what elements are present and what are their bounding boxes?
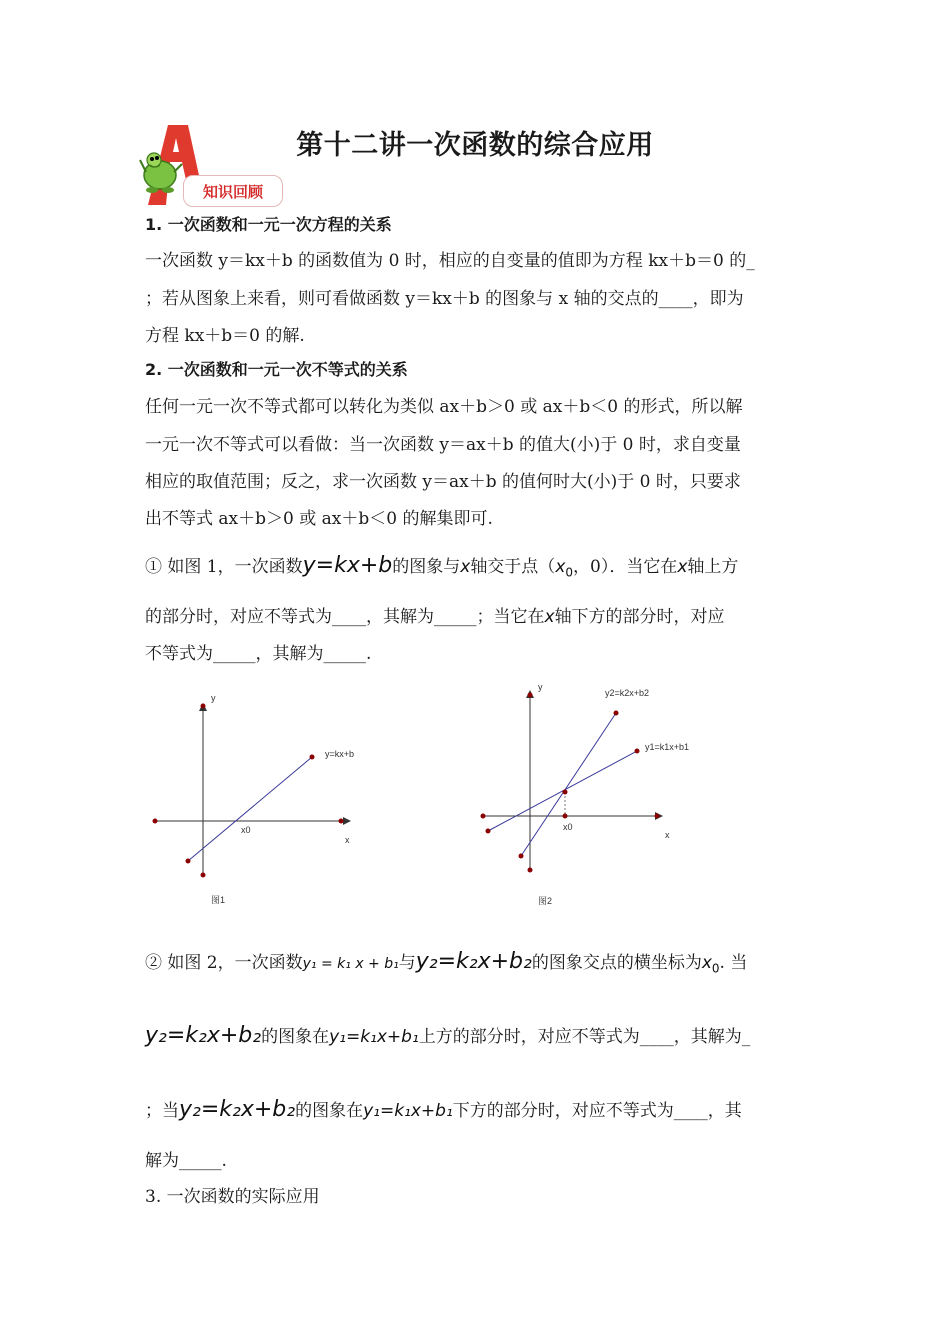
fig2-point: [528, 868, 533, 873]
fig1-point: [186, 859, 191, 864]
section-1-line-1: 一次函数 y＝kx＋b 的函数值为 0 时，相应的自变量的值即为方程 kx＋b＝0 的_: [145, 251, 755, 271]
section-2-line-3: 相应的取值范围；反之，求一次函数 y＝ax＋b 的值何时大(小)于 0 时，只要求: [145, 472, 741, 492]
section-3-heading: 3. 一次函数的实际应用: [145, 1187, 320, 1207]
p2-f2: y₂=k₂x+b₂: [415, 949, 532, 974]
paragraph-2-line-1: ② 如图 2，一次函数y₁ = k₁ x + b₁与y₂=k₂x+b₂的图象交点的横坐标为$x_0$. 当: [145, 949, 748, 976]
paragraph-1-line-3: 不等式为_____，其解为_____.: [145, 644, 372, 664]
p2-l2-f2: y₂=k₂x+b₂: [145, 1023, 262, 1048]
p1-prefix: ① 如图 1，一次函数: [145, 557, 303, 577]
fig2-x0-point: [563, 814, 568, 819]
section-2-line-4: 出不等式 ax＋b＞0 或 ax＋b＜0 的解集即可.: [145, 509, 493, 529]
fig2-point: [655, 814, 660, 819]
fig1-point: [201, 873, 206, 878]
fig1-point: [153, 819, 158, 824]
section-1-line-3: 方程 kx＋b＝0 的解.: [145, 326, 305, 346]
p2-x0: $x_0$: [701, 953, 720, 976]
fig2-line-2: [521, 713, 616, 856]
p1-mid: 的图象与: [392, 557, 461, 577]
section-2-line-2: 一元一次不等式可以看做：当一次函数 y＝ax＋b 的值大(小)于 0 时，求自变量: [145, 435, 741, 455]
fig2-line-1: [488, 751, 637, 831]
figure-2: [475, 680, 700, 915]
p1-x2: x: [677, 557, 688, 577]
fig2-x0-label: x0: [563, 822, 573, 832]
fig2-point: [635, 749, 640, 754]
paragraph-2-line-2: y₂=k₂x+b₂的图象在y₁=k₁x+b₁上方的部分时，对应不等式为____，其解为_: [145, 1023, 751, 1048]
fig2-caption: 图2: [538, 896, 553, 906]
fig2-y-label: y: [538, 682, 543, 692]
fig1-point: [339, 819, 344, 824]
fig1-x-arrow-icon: [343, 817, 351, 825]
section-1-line-2: ；若从图象上来看，则可看做函数 y＝kx＋b 的图象与 x 轴的交点的____，即为: [145, 289, 744, 309]
figure-1: [145, 685, 365, 915]
fig1-x-label: x: [345, 835, 350, 845]
fig2-point: [486, 829, 491, 834]
p2-f1: y₁ = k₁ x + b₁: [302, 956, 399, 972]
section-2-heading: 2. 一次函数和一元一次不等式的关系: [145, 360, 408, 379]
fig2-x-label: x: [665, 830, 670, 840]
fig2-line2-label: y2=k2x+b2: [605, 688, 650, 698]
fig1-line-label: y=kx+b: [325, 749, 355, 759]
p2-l3-f1: y₁=k₁x+b₁: [363, 1101, 453, 1121]
paragraph-2-line-3: ；当y₂=k₂x+b₂的图象在y₁=k₁x+b₁下方的部分时，对应不等式为____，其: [145, 1097, 742, 1122]
fig2-line1-label: y1=k1x+b1: [645, 742, 690, 752]
p1-x: x: [460, 557, 471, 577]
paragraph-2-line-4: 解为_____.: [145, 1151, 227, 1171]
fig1-point: [201, 704, 206, 709]
paragraph-1-line-1: [145, 552, 738, 579]
fig1-line: [188, 757, 312, 861]
p2-l2-f1: y₁=k₁x+b₁: [329, 1027, 419, 1047]
fig2-point: [519, 854, 524, 859]
p1-end: 轴上方: [687, 557, 739, 577]
fig2-point: [528, 693, 533, 698]
fig1-x0-label: x0: [241, 825, 251, 835]
p2-l3-f2: y₂=k₂x+b₂: [179, 1097, 296, 1122]
p1-mid2: 轴交于点（: [470, 557, 556, 577]
fig2-point: [481, 814, 486, 819]
page-title: 第十二讲一次函数的综合应用: [296, 130, 654, 161]
p1-mid3: ，0）．当它在: [573, 557, 678, 577]
section-1-heading: 1. 一次函数和一元一次方程的关系: [145, 215, 392, 234]
fig1-caption: 图1: [211, 895, 226, 905]
fig1-y-label: y: [211, 693, 216, 703]
fig2-point: [614, 711, 619, 716]
paragraph-1-line-2: 的部分时，对应不等式为____，其解为_____；当它在x轴下方的部分时，对应: [145, 607, 725, 627]
fig2-intersection-point: [563, 790, 568, 795]
p1-x0: $x_0$: [555, 557, 574, 580]
section-2-line-1: 任何一元一次不等式都可以转化为类似 ax＋b＞0 或 ax＋b＜0 的形式，所以解: [145, 397, 743, 417]
knowledge-review-badge: 知识回顾: [183, 175, 283, 207]
fig1-point: [310, 755, 315, 760]
p1-function: y=kx+b: [302, 553, 393, 578]
